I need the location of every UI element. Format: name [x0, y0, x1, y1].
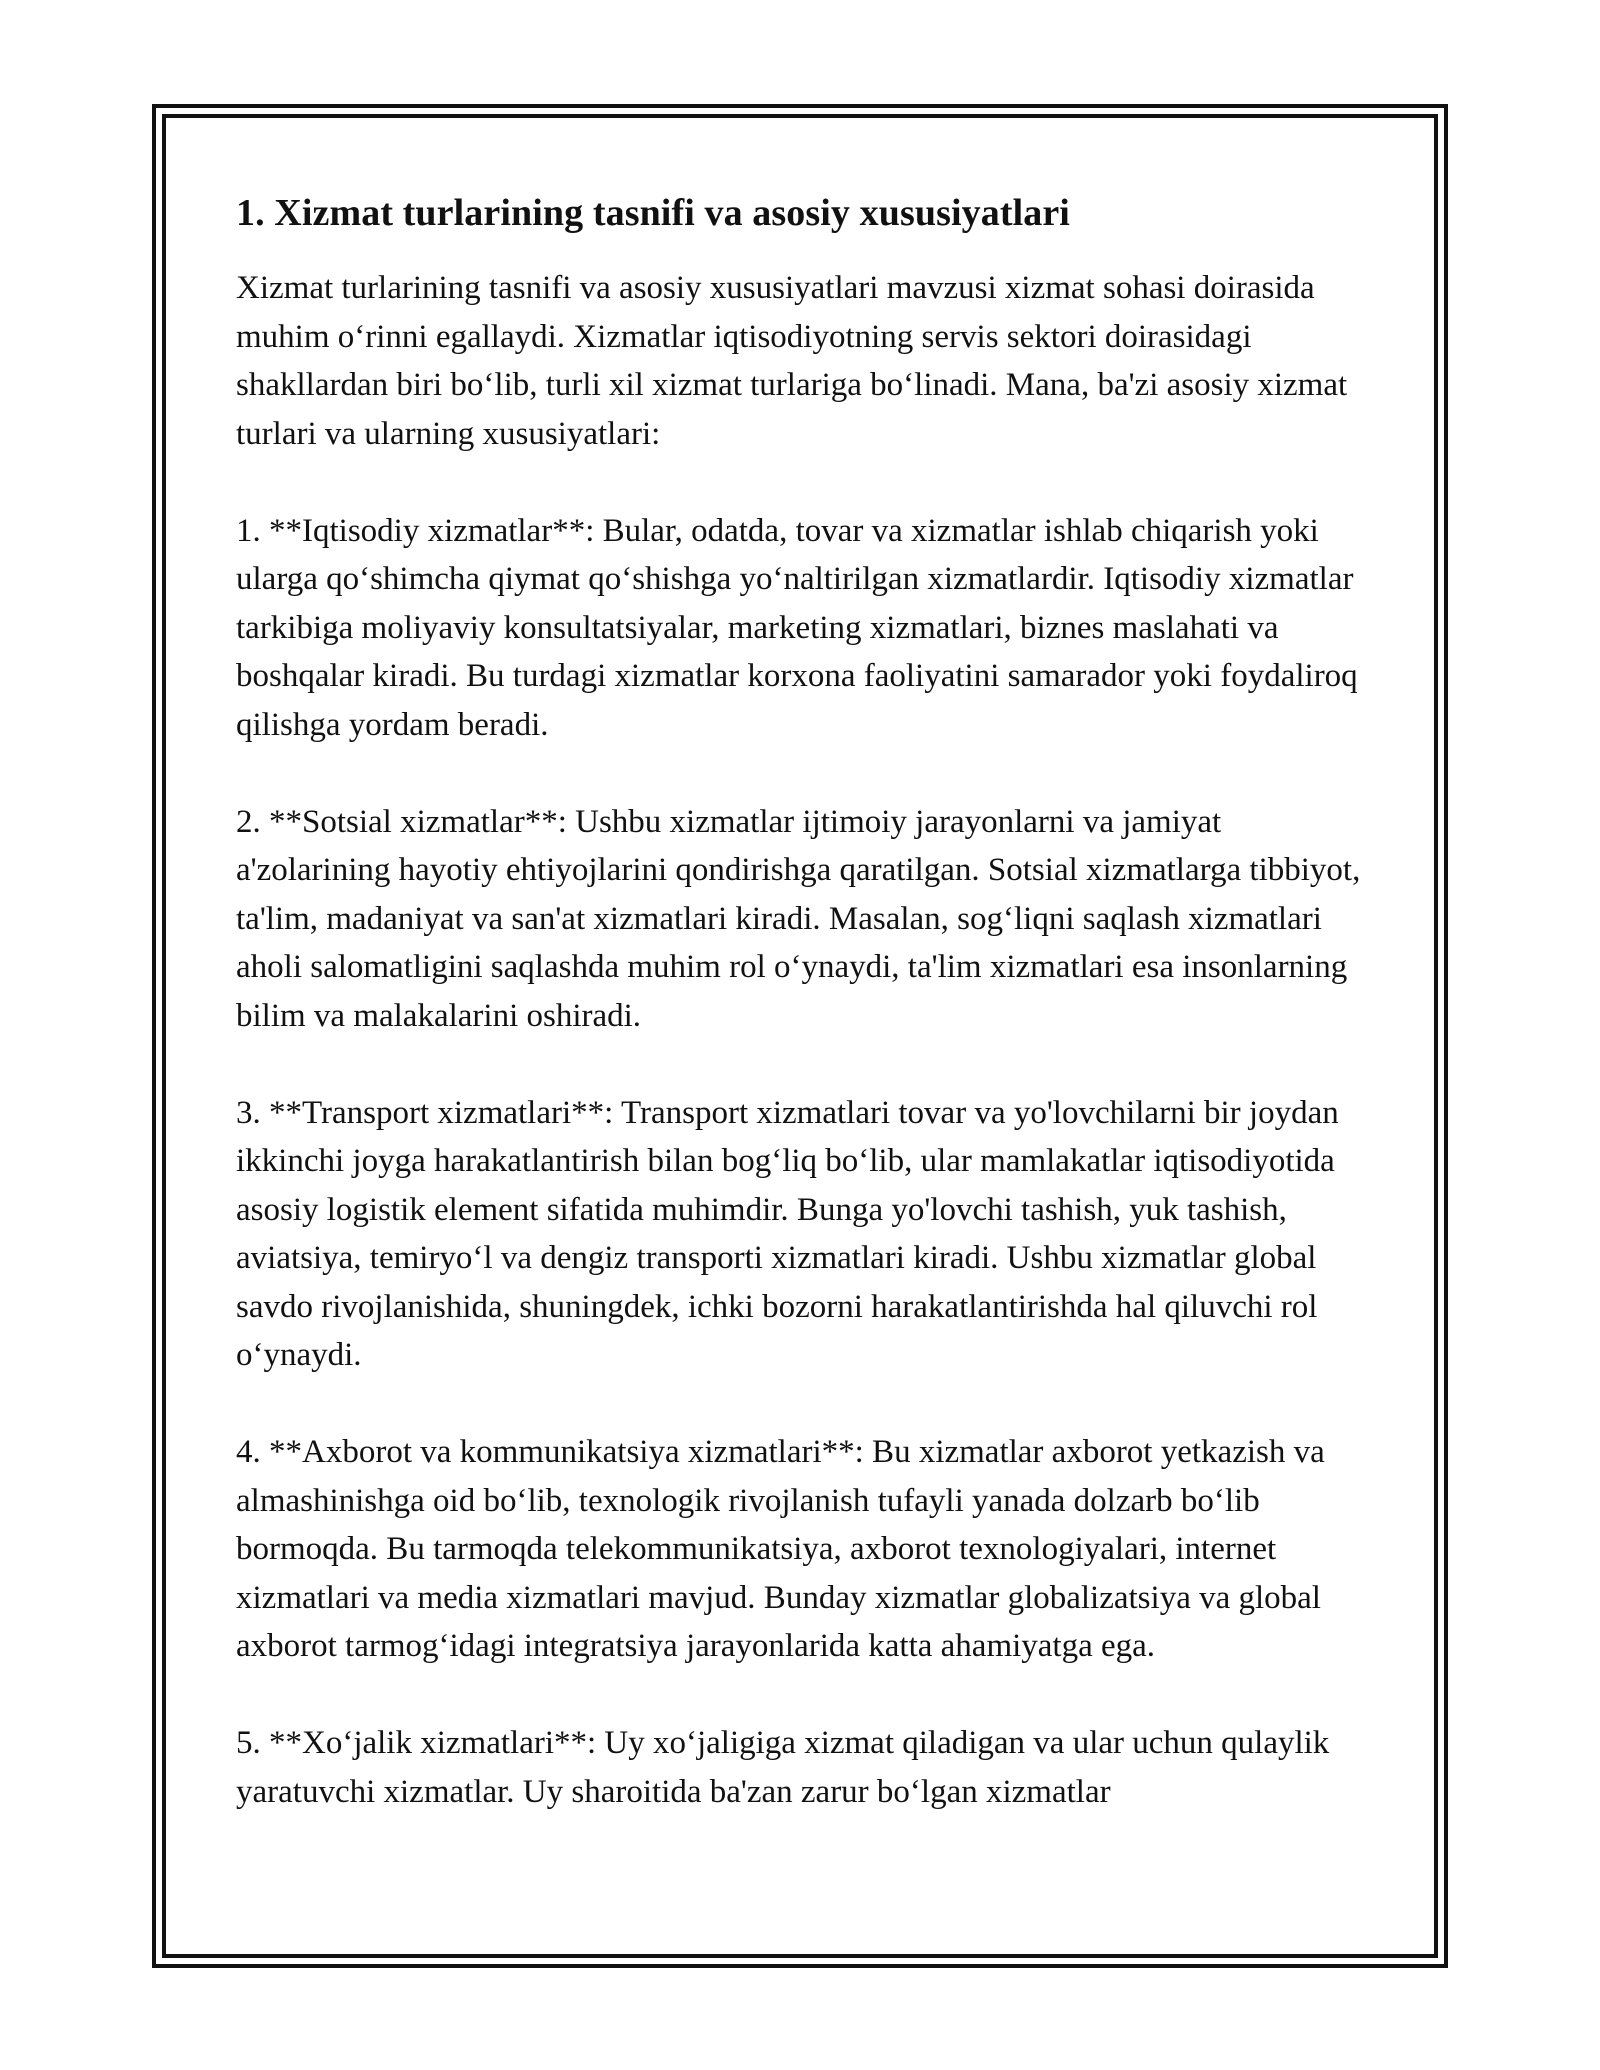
paragraph-household-services: 5. **Xo‘jalik xizmatlari**: Uy xo‘jaligiga xizmat qiladigan va ular uchun qulaylik yaratuvchi xizmatlar. Uy sharoitida ba'zan zarur bo‘lgan xizmatlar: [236, 1725, 1330, 1810]
paragraph-ict-services: 4. **Axborot va kommunikatsiya xizmatlari**: Bu xizmatlar axborot yetkazish va almashinishga oid bo‘lib, texnologik rivojlanish tufayli yanada dolzarb bo‘lib bormoqda. Bu tarmoqda telekommunikatsiya, axborot texnologiyalari, internet xizmatlari va media xizmatlari mavjud. Bunday xizmatlar globalizatsiya va global axborot tarmog‘idagi integratsiya jarayonlarida katta ahamiyatga ega.: [236, 1434, 1325, 1664]
intro-paragraph: Xizmat turlarining tasnifi va asosiy xususiyatlari mavzusi xizmat sohasi doirasida muhim o‘rinni egallaydi. Xizmatlar iqtisodiyotning servis sektori doirasidagi shakllardan biri bo‘lib, turli xil xizmat turlariga bo‘linadi. Mana, ba'zi asosiy xizmat turlari va ularning xususiyatlari:: [236, 270, 1348, 452]
paragraph-economic-services: 1. **Iqtisodiy xizmatlar**: Bular, odatda, tovar va xizmatlar ishlab chiqarish yoki ularga qo‘shimcha qiymat qo‘shishga yo‘naltirilgan xizmatlardir. Iqtisodiy xizmatlar tarkibiga moliyaviy konsultatsiyalar, marketing xizmatlari, biznes maslahati va boshqalar kiradi. Bu turdagi xizmatlar korxona faoliyatini samarador yoki foydaliroq qilishga yordam beradi.: [236, 512, 1358, 743]
document-body: [236, 188, 1376, 1865]
paragraph-social-services: 2. **Sotsial xizmatlar**: Ushbu xizmatlar ijtimoiy jarayonlarni va jamiyat a'zolarining hayotiy ehtiyojlarini qondirishga qaratilgan. Sotsial xizmatlarga tibbiyot, ta'lim, madaniyat va san'at xizmatlari kiradi. Masalan, sog‘liqni saqlash xizmatlari aholi salomatligini saqlashda muhim rol o‘ynaydi, ta'lim xizmatlari esa insonlarning bilim va malakalarini oshiradi.: [236, 803, 1361, 1034]
paragraph-transport-services: 3. **Transport xizmatlari**: Transport xizmatlari tovar va yo'lovchilarni bir joydan ikkinchi joyga harakatlantirish bilan bog‘liq bo‘lib, ular mamlakatlar iqtisodiyotida asosiy logistik element sifatida muhimdir. Bunga yo'lovchi tashish, yuk tashish, aviatsiya, temiryo‘l va dengiz transporti xizmatlari kiradi. Ushbu xizmatlar global savdo rivojlanishida, shuningdek, ichki bozorni harakatlantirishda hal qiluvchi rol o‘ynaydi.: [236, 1094, 1339, 1373]
section-heading: 1. Xizmat turlarining tasnifi va asosiy xususiyatlari: [236, 192, 1070, 234]
